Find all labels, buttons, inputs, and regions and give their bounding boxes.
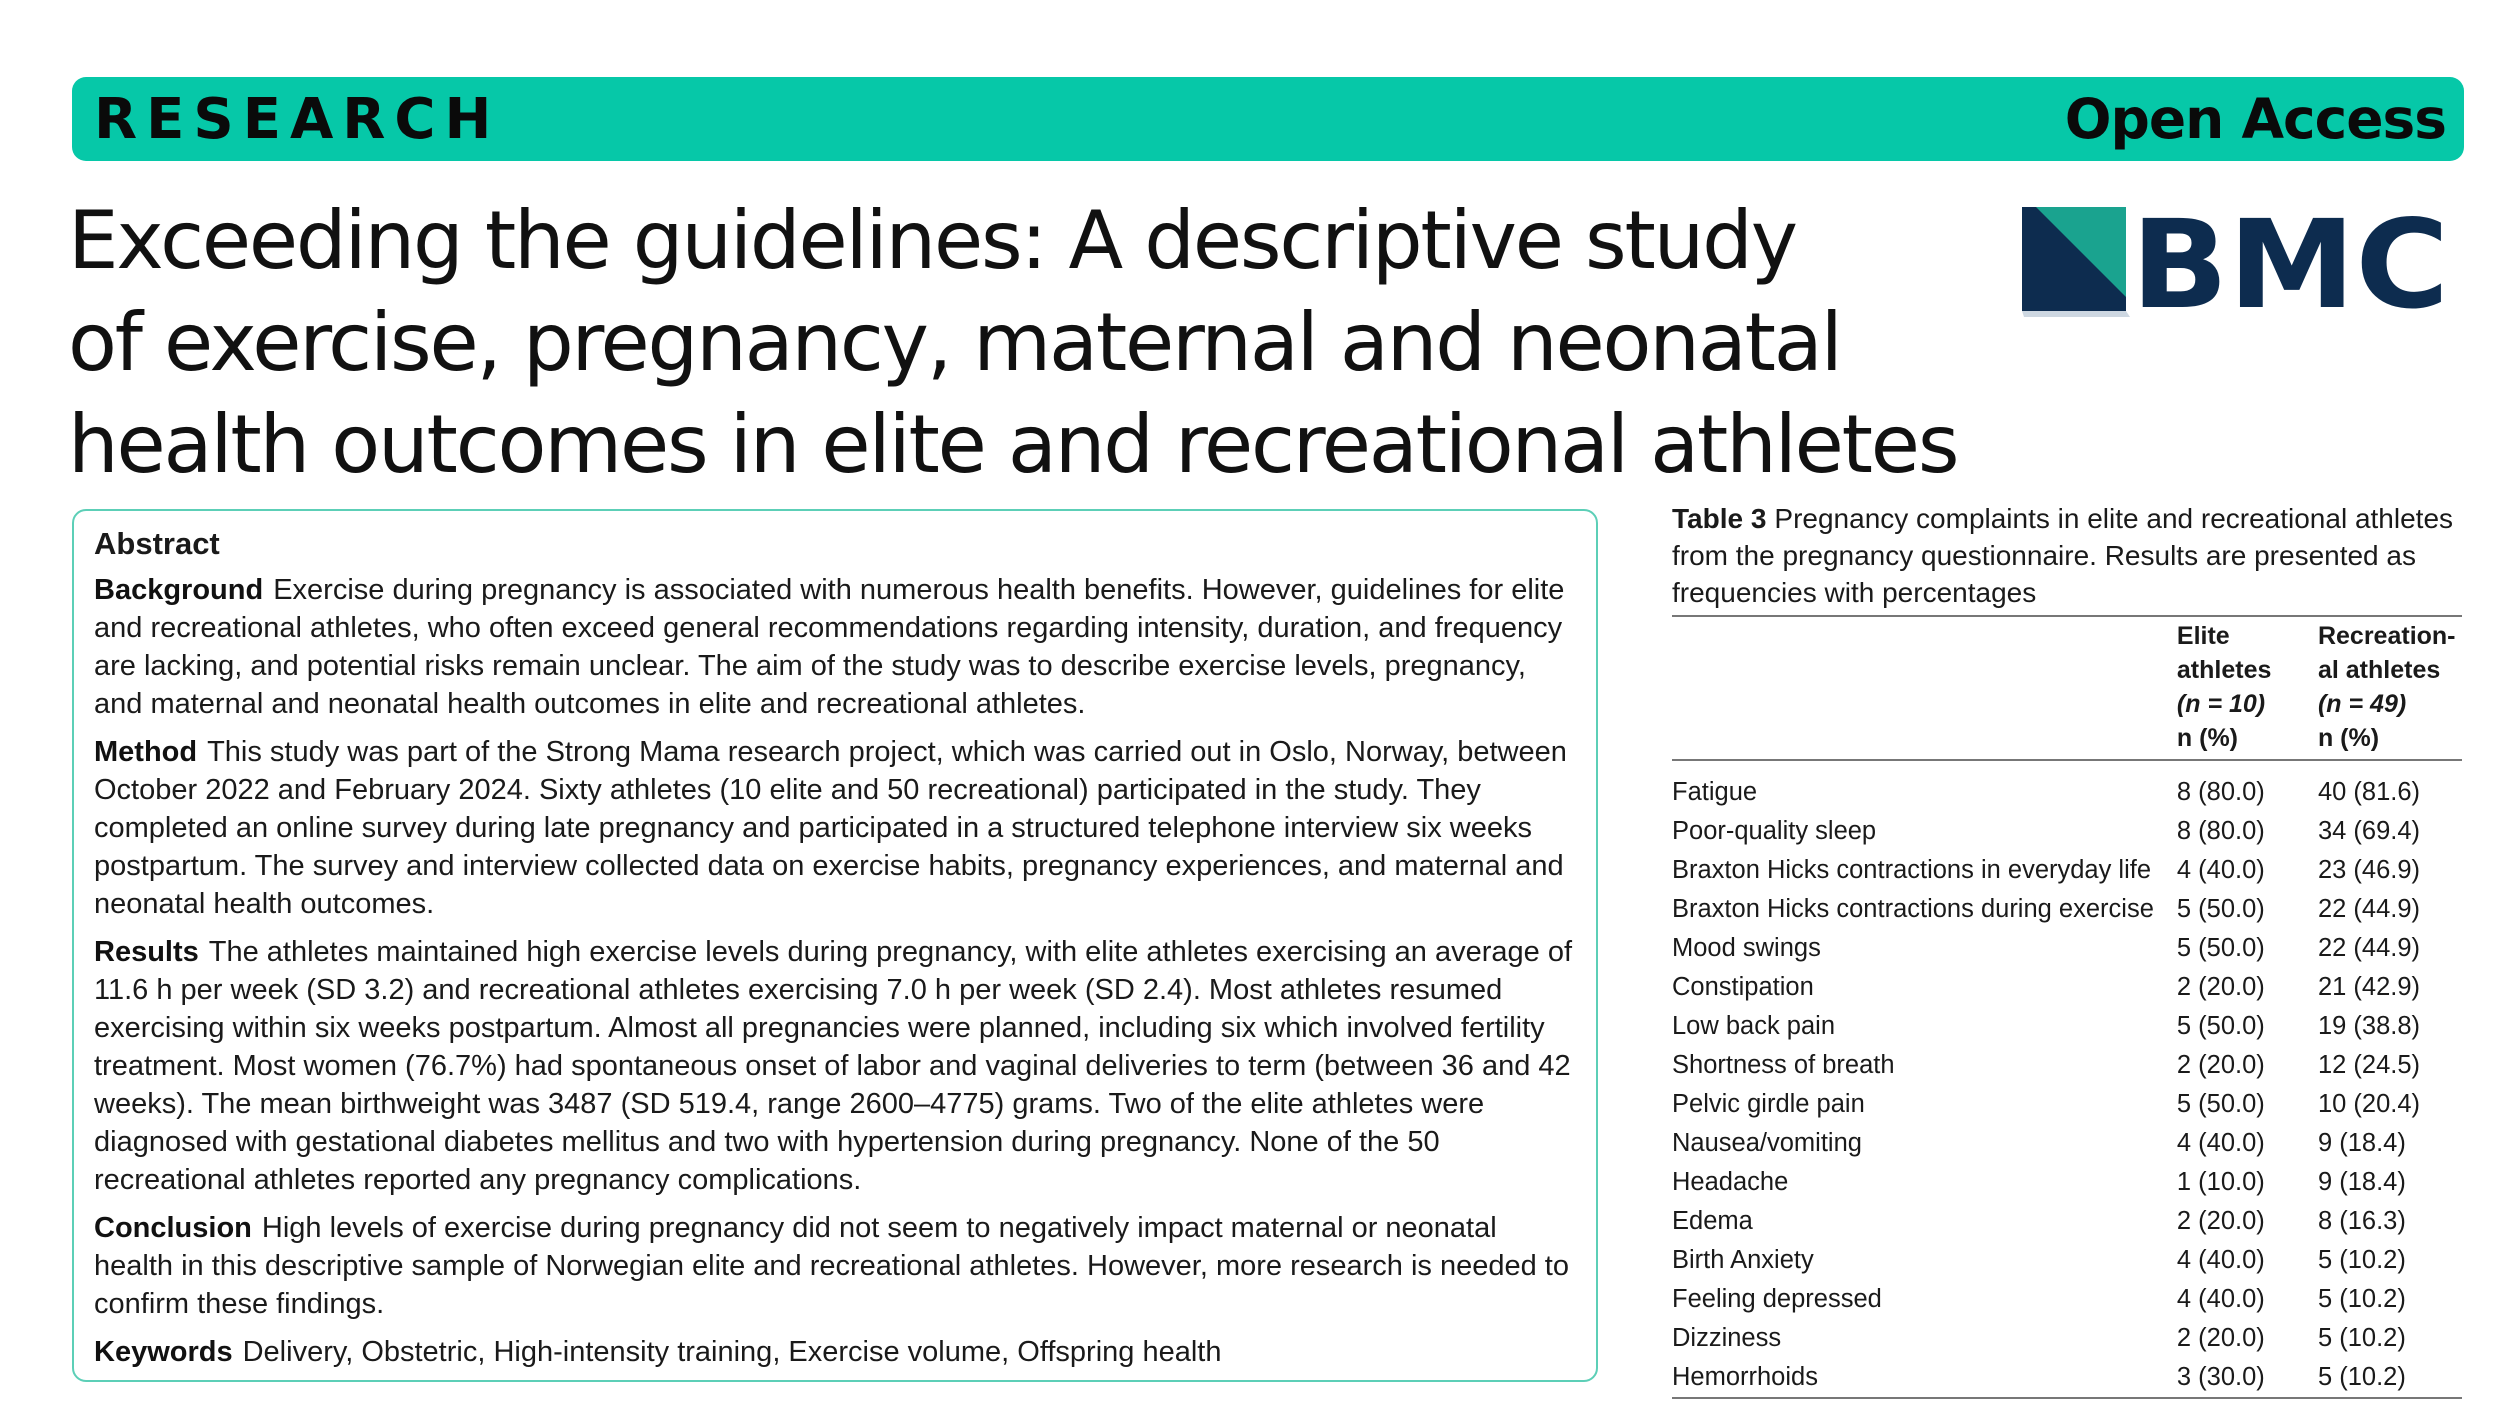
elite-cell: 2 (20.0) [2176, 1324, 2265, 1352]
complaint-cell: Nausea/vomiting [1672, 1129, 1862, 1157]
recreational-cell: 9 (18.4) [2317, 1129, 2406, 1157]
recreational-cell: 5 (10.2) [2317, 1246, 2406, 1274]
complaint-cell: Shortness of breath [1672, 1051, 1895, 1079]
complaint-cell: Birth Anxiety [1672, 1246, 1814, 1274]
complaint-cell: Braxton Hicks contractions during exercise [1672, 895, 2154, 923]
table-row [1672, 1319, 2462, 1358]
complaint-cell: Poor-quality sleep [1672, 817, 1877, 845]
title-line-1: Exceeding the guidelines: A descriptive study [68, 194, 1796, 287]
recreational-cell: 5 (10.2) [2317, 1285, 2406, 1313]
recreational-cell: 12 (24.5) [2317, 1051, 2421, 1079]
elite-cell: 1 (10.0) [2176, 1168, 2265, 1196]
recreational-cell: 34 (69.4) [2317, 817, 2421, 845]
elite-cell: 8 (80.0) [2176, 778, 2265, 806]
abstract-results [94, 933, 1574, 1199]
table-row [1672, 929, 2462, 968]
elite-cell: 5 (50.0) [2176, 1012, 2265, 1040]
header-elite [2169, 616, 2318, 760]
table-row [1672, 760, 2462, 812]
elite-cell: 8 (80.0) [2176, 817, 2265, 845]
elite-cell: 5 (50.0) [2176, 1090, 2265, 1118]
table-row [1672, 812, 2462, 851]
recreational-cell: 22 (44.9) [2317, 934, 2421, 962]
elite-cell: 2 (20.0) [2176, 1207, 2265, 1235]
complaint-cell: Feeling depressed [1672, 1285, 1882, 1313]
recreational-cell: 23 (46.9) [2317, 856, 2421, 884]
recreational-cell: 10 (20.4) [2317, 1090, 2421, 1118]
abstract-keywords [94, 1333, 1574, 1371]
table-row [1672, 1241, 2462, 1280]
complaint-cell: Constipation [1672, 973, 1814, 1001]
abstract-heading: Abstract [94, 526, 220, 561]
recreational-cell: 8 (16.3) [2317, 1207, 2406, 1235]
title-line-2: of exercise, pregnancy, maternal and neonatal [68, 296, 1841, 389]
elite-cell: 2 (20.0) [2176, 973, 2265, 1001]
header-rec-line2: al athletes [2317, 656, 2441, 684]
recreational-cell: 21 (42.9) [2317, 973, 2421, 1001]
abstract-box [72, 509, 1598, 1382]
recreational-cell: 5 (10.2) [2318, 1358, 2462, 1398]
table-row [1672, 1358, 2462, 1398]
logo-text: BMC [2131, 205, 2449, 317]
table-row [1672, 1007, 2462, 1046]
complaints-table [1672, 615, 2462, 1399]
elite-cell: 5 (50.0) [2176, 895, 2265, 923]
article-title [68, 190, 1988, 496]
complaint-cell: Low back pain [1672, 1012, 1836, 1040]
complaint-cell: Pelvic girdle pain [1672, 1090, 1865, 1118]
table-row [1672, 1280, 2462, 1319]
elite-cell: 4 (40.0) [2176, 1285, 2265, 1313]
complaint-cell: Headache [1672, 1168, 1789, 1196]
background-label: Background [94, 574, 264, 606]
conclusion-label: Conclusion [94, 1212, 252, 1244]
abstract-background [94, 571, 1574, 723]
recreational-cell: 22 (44.9) [2317, 895, 2421, 923]
abstract-conclusion [94, 1209, 1574, 1323]
header-recreational [2318, 616, 2462, 760]
journal-banner [72, 77, 2464, 161]
table-row [1672, 968, 2462, 1007]
elite-cell: 4 (40.0) [2176, 856, 2265, 884]
elite-cell: 4 (40.0) [2176, 1246, 2265, 1274]
elite-cell: 4 (40.0) [2176, 1129, 2265, 1157]
header-rec-line1: Recreation- [2317, 622, 2456, 650]
elite-cell: 3 (30.0) [2169, 1358, 2318, 1398]
keywords-text: Delivery, Obstetric, High-intensity training, Exercise volume, Offspring health [242, 1336, 1222, 1368]
recreational-cell: 9 (18.4) [2317, 1168, 2406, 1196]
results-label: Results [94, 936, 199, 968]
abstract-method [94, 733, 1574, 923]
recreational-cell: 40 (81.6) [2317, 778, 2421, 806]
table-row [1672, 1085, 2462, 1124]
complaint-cell: Dizziness [1672, 1324, 1782, 1352]
table-row [1672, 890, 2462, 929]
table-caption-text: Pregnancy complaints in elite and recreational athletes from the pregnancy questionnaire. Results are presented as frequencies with percentages [1672, 503, 2454, 608]
logo-mark-shadow [2022, 311, 2130, 317]
header-elite-unit: n (%) [2176, 724, 2239, 752]
complaint-cell: Hemorrhoids [1672, 1358, 2169, 1398]
method-text: This study was part of the Strong Mama research project, which was carried out in Oslo, Norway, between October 2022 and February 2024. Sixty athletes (10 elite and 50 recreational) participated in the study. They completed an online survey during late pregnancy and participated in a structured telephone interview six weeks postpartum. The survey and interview collected data on exercise habits, pregnancy experiences, and maternal and neonatal health outcomes. [94, 736, 1567, 920]
open-access-label: Open Access [2064, 87, 2446, 151]
background-text: Exercise during pregnancy is associated with numerous health benefits. However, guidelines for elite and recreational athletes, who often exceed general recommendations regarding intensity, duration, and frequency are lacking, and potential risks remain unclear. The aim of the study was to describe exercise levels, pregnancy, and maternal and neonatal health outcomes in elite and recreational athletes. [94, 574, 1565, 720]
table-row [1672, 1202, 2462, 1241]
table-row [1672, 1046, 2462, 1085]
complaint-cell: Fatigue [1672, 778, 1758, 806]
header-elite-line1: Elite [2176, 622, 2230, 650]
header-complaint [1672, 616, 2169, 760]
complaint-cell: Edema [1672, 1207, 1753, 1235]
article-type-label: RESEARCH [94, 86, 501, 152]
method-label: Method [94, 736, 198, 768]
conclusion-text: High levels of exercise during pregnancy did not seem to negatively impact maternal or neonatal health in this descriptive sample of Norwegian elite and recreational athletes. However, more research is needed to confirm these findings. [94, 1212, 1569, 1320]
header-rec-n: (n = 49) [2317, 690, 2407, 718]
recreational-cell: 19 (38.8) [2317, 1012, 2421, 1040]
bmc-logo [2022, 205, 2466, 317]
header-elite-n: (n = 10) [2176, 690, 2266, 718]
results-text: The athletes maintained high exercise levels during pregnancy, with elite athletes exercising an average of 11.6 h per week (SD 3.2) and recreational athletes exercising 7.0 h per week (SD 2.4). Most athletes resumed exercising within six weeks postpartum. Almost all pregnancies were planned, including six which involved fertility treatment. Most women (76.7%) had spontaneous onset of labor and vaginal deliveries to term (between 36 and 42 weeks). The mean birthweight was 3487 (SD 519.4, range 2600–4775) grams. Two of the elite athletes were diagnosed with gestational diabetes mellitus and two with hypertension during pregnancy. None of the 50 recreational athletes reported any pregnancy complications. [94, 936, 1573, 1196]
table-header-row [1672, 616, 2462, 760]
complaint-cell: Mood swings [1672, 934, 1821, 962]
header-rec-unit: n (%) [2317, 724, 2380, 752]
elite-cell: 5 (50.0) [2176, 934, 2265, 962]
table-3 [1672, 500, 2462, 1399]
table-body [1672, 760, 2462, 1398]
table-row [1672, 1124, 2462, 1163]
keywords-label: Keywords [94, 1336, 233, 1368]
elite-cell: 2 (20.0) [2176, 1051, 2265, 1079]
recreational-cell: 5 (10.2) [2317, 1324, 2406, 1352]
title-line-3: health outcomes in elite and recreational athletes [68, 398, 1958, 491]
table-caption [1672, 500, 2462, 611]
table-row [1672, 1163, 2462, 1202]
complaint-cell: Braxton Hicks contractions in everyday life [1672, 856, 2152, 884]
table-label: Table 3 [1672, 503, 1767, 534]
table-row [1672, 851, 2462, 890]
header-elite-line2: athletes [2176, 656, 2272, 684]
